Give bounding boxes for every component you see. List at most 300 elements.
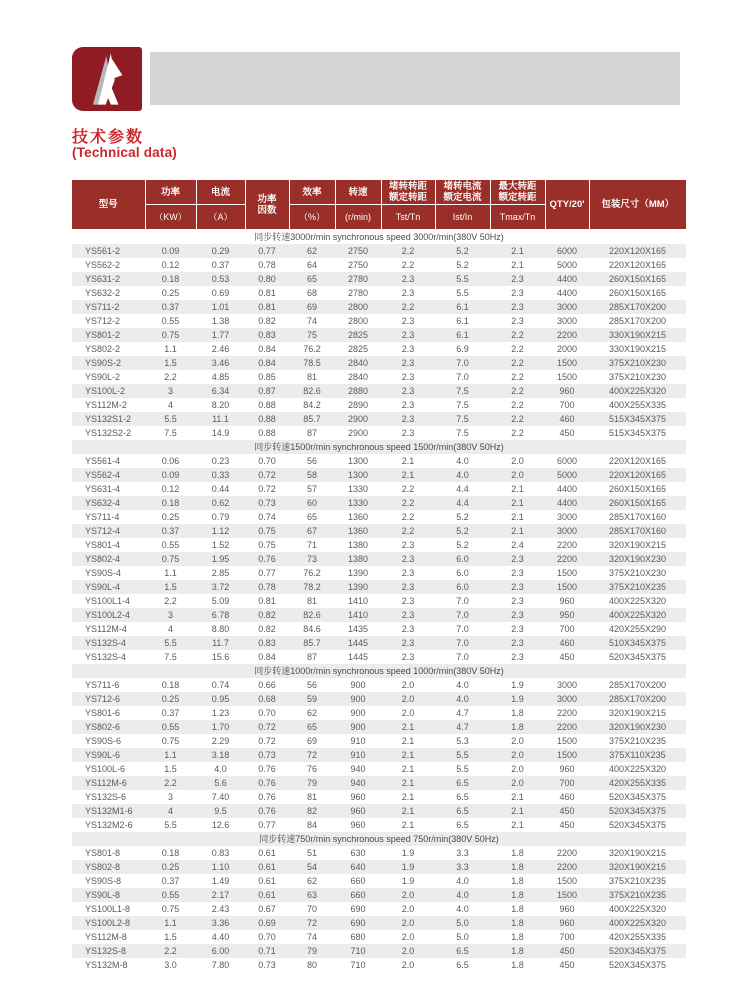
- model-cell: YS132M1-6: [85, 806, 133, 816]
- table-row: [72, 930, 686, 944]
- col-subheader-percent: （%）: [289, 205, 335, 230]
- value-cell: 320X190X230: [608, 722, 667, 732]
- table-row: [72, 804, 686, 818]
- value-cell: 4.4: [456, 498, 469, 508]
- table-row: [72, 454, 686, 468]
- value-cell: 0.77: [258, 246, 276, 256]
- value-cell: 0.76: [258, 792, 276, 802]
- value-cell: 82: [306, 806, 317, 816]
- value-cell: 5.2: [456, 260, 469, 270]
- value-cell: 320X190X215: [608, 708, 667, 718]
- model-cell: YS90L-2: [85, 372, 121, 382]
- value-cell: 1360: [347, 512, 369, 522]
- value-cell: 0.76: [258, 764, 276, 774]
- value-cell: 7.0: [456, 638, 469, 648]
- value-cell: 6.5: [456, 946, 469, 956]
- value-cell: 2.3: [401, 652, 415, 662]
- value-cell: 65: [306, 722, 317, 732]
- value-cell: 2.2: [401, 526, 415, 536]
- value-cell: 4.85: [211, 372, 230, 382]
- value-cell: 79: [306, 946, 317, 956]
- value-cell: 2.3: [511, 582, 524, 592]
- value-cell: 4.0: [456, 890, 469, 900]
- value-cell: 1500: [556, 876, 578, 886]
- value-cell: 62: [306, 876, 317, 886]
- value-cell: 6.1: [456, 316, 469, 326]
- col-header-speed: 转速: [335, 180, 381, 205]
- value-cell: 6.1: [456, 330, 469, 340]
- value-cell: 74: [306, 316, 317, 326]
- value-cell: 2.3: [401, 554, 415, 564]
- value-cell: 5.3: [456, 736, 469, 746]
- value-cell: 2.0: [401, 960, 415, 970]
- value-cell: 0.80: [258, 274, 276, 284]
- value-cell: 2.3: [401, 372, 415, 382]
- table-row: [72, 510, 686, 524]
- value-cell: 330X190X215: [608, 330, 667, 340]
- value-cell: 84: [306, 820, 317, 830]
- value-cell: 700: [559, 624, 575, 634]
- value-cell: 2.3: [401, 330, 415, 340]
- value-cell: 0.95: [211, 694, 230, 704]
- value-cell: 75: [306, 330, 317, 340]
- section-header-row: [72, 440, 686, 454]
- value-cell: 5.6: [214, 778, 227, 788]
- value-cell: 900: [350, 680, 366, 690]
- value-cell: 940: [350, 764, 366, 774]
- value-cell: 6.5: [456, 960, 469, 970]
- value-cell: 0.66: [258, 680, 276, 690]
- value-cell: 960: [350, 820, 366, 830]
- col-header-qty: QTY/20': [545, 180, 589, 230]
- value-cell: 2200: [556, 862, 578, 872]
- value-cell: 220X120X165: [608, 470, 667, 480]
- value-cell: 64: [306, 260, 317, 270]
- value-cell: 0.76: [258, 806, 276, 816]
- value-cell: 59: [306, 694, 317, 704]
- col-header-max-torque-ratio: 最大转距 额定转距: [490, 180, 545, 205]
- company-logo-bolt-r-icon: [72, 47, 142, 111]
- value-cell: 510X345X375: [608, 638, 667, 648]
- value-cell: 0.82: [258, 316, 276, 326]
- model-cell: YS100L2-4: [85, 610, 131, 620]
- value-cell: 79: [306, 778, 317, 788]
- value-cell: 1.1: [164, 344, 177, 354]
- value-cell: 0.78: [258, 260, 276, 270]
- value-cell: 3000: [556, 302, 578, 312]
- value-cell: 3.0: [164, 960, 177, 970]
- model-cell: YS711-4: [85, 512, 120, 522]
- value-cell: 5.2: [456, 512, 469, 522]
- value-cell: 2.3: [511, 638, 524, 648]
- value-cell: 85.7: [303, 414, 321, 424]
- value-cell: 62: [306, 246, 317, 256]
- value-cell: 2.3: [401, 568, 415, 578]
- value-cell: 1500: [556, 372, 578, 382]
- value-cell: 0.78: [258, 582, 276, 592]
- value-cell: 65: [306, 512, 317, 522]
- value-cell: 1380: [347, 540, 369, 550]
- value-cell: 7.0: [456, 596, 469, 606]
- col-subheader-a: （A）: [196, 205, 245, 230]
- value-cell: 0.25: [161, 512, 180, 522]
- value-cell: 1360: [347, 526, 369, 536]
- table-row: [72, 622, 686, 636]
- value-cell: 2.2: [401, 484, 415, 494]
- table-row: [72, 524, 686, 538]
- value-cell: 2200: [556, 330, 578, 340]
- section-title: 同步转速750r/min synchronous speed 750r/min(380V 50Hz): [259, 834, 499, 844]
- value-cell: 2200: [556, 554, 578, 564]
- value-cell: 260X150X165: [608, 274, 667, 284]
- value-cell: 1445: [347, 652, 369, 662]
- value-cell: 3000: [556, 694, 578, 704]
- value-cell: 2.0: [401, 904, 415, 914]
- col-header-model: 型号: [72, 180, 145, 230]
- value-cell: 0.83: [211, 848, 230, 858]
- value-cell: 2.2: [511, 428, 524, 438]
- value-cell: 1.9: [401, 862, 415, 872]
- table-row: [72, 426, 686, 440]
- value-cell: 7.5: [456, 400, 469, 410]
- value-cell: 2800: [347, 302, 369, 312]
- value-cell: 1.95: [211, 554, 230, 564]
- value-cell: 14.9: [211, 428, 230, 438]
- table-row: [72, 692, 686, 706]
- value-cell: 5.5: [164, 820, 177, 830]
- model-cell: YS112M-6: [85, 778, 127, 788]
- value-cell: 515X345X375: [608, 428, 667, 438]
- value-cell: 7.5: [456, 414, 469, 424]
- value-cell: 220X120X165: [608, 456, 667, 466]
- value-cell: 1.8: [511, 848, 524, 858]
- value-cell: 450: [559, 946, 575, 956]
- value-cell: 5.0: [456, 932, 469, 942]
- value-cell: 2.0: [511, 736, 524, 746]
- model-cell: YS100L1-8: [85, 904, 131, 914]
- model-cell: YS561-4: [85, 456, 121, 466]
- value-cell: 2.3: [511, 652, 524, 662]
- value-cell: 1.9: [401, 876, 415, 886]
- value-cell: 0.37: [161, 876, 180, 886]
- value-cell: 0.83: [258, 638, 276, 648]
- value-cell: 2900: [347, 414, 369, 424]
- section-header-row: [72, 832, 686, 846]
- value-cell: 420X255X290: [608, 624, 667, 634]
- value-cell: 960: [350, 792, 366, 802]
- value-cell: 6.34: [211, 386, 230, 396]
- value-cell: 0.18: [161, 848, 180, 858]
- value-cell: 3: [167, 610, 173, 620]
- value-cell: 285X170X160: [608, 526, 667, 536]
- table-row: [72, 916, 686, 930]
- model-cell: YS100L-2: [85, 386, 126, 396]
- value-cell: 1.38: [211, 316, 230, 326]
- value-cell: 710: [350, 960, 366, 970]
- value-cell: 0.12: [161, 260, 180, 270]
- value-cell: 2.46: [211, 344, 230, 354]
- value-cell: 320X190X215: [608, 848, 667, 858]
- value-cell: 285X170X200: [608, 302, 667, 312]
- value-cell: 1.5: [164, 764, 177, 774]
- value-cell: 400X225X320: [608, 610, 667, 620]
- value-cell: 0.61: [258, 890, 276, 900]
- table-row: [72, 706, 686, 720]
- value-cell: 690: [350, 918, 366, 928]
- value-cell: 0.73: [258, 750, 276, 760]
- value-cell: 84.6: [303, 624, 321, 634]
- value-cell: 6000: [556, 456, 578, 466]
- table-row: [72, 734, 686, 748]
- col-subheader-tmax-tn: Tmax/Tn: [490, 205, 545, 230]
- value-cell: 0.68: [258, 694, 276, 704]
- value-cell: 81: [306, 596, 317, 606]
- value-cell: 900: [350, 708, 366, 718]
- value-cell: 0.29: [211, 246, 230, 256]
- value-cell: 1.70: [211, 722, 230, 732]
- value-cell: 5.2: [456, 526, 469, 536]
- value-cell: 81: [306, 372, 317, 382]
- value-cell: 2.3: [511, 624, 524, 634]
- value-cell: 6.9: [456, 344, 469, 354]
- table-row: [72, 846, 686, 860]
- value-cell: 8.80: [211, 624, 230, 634]
- value-cell: 2.3: [401, 582, 415, 592]
- table-row: [72, 384, 686, 398]
- value-cell: 2.2: [164, 778, 177, 788]
- value-cell: 5000: [556, 470, 578, 480]
- table-row: [72, 818, 686, 832]
- value-cell: 660: [350, 876, 366, 886]
- table-row: [72, 776, 686, 790]
- value-cell: 0.55: [161, 722, 180, 732]
- model-cell: YS561-2: [85, 246, 121, 256]
- model-cell: YS132M-8: [85, 960, 128, 970]
- value-cell: 0.75: [161, 554, 180, 564]
- value-cell: 2.17: [211, 890, 230, 900]
- value-cell: 65: [306, 274, 317, 284]
- value-cell: 0.18: [161, 680, 180, 690]
- value-cell: 1380: [347, 554, 369, 564]
- model-cell: YS112M-4: [85, 624, 127, 634]
- value-cell: 285X170X200: [608, 694, 667, 704]
- value-cell: 0.25: [161, 288, 180, 298]
- table-row: [72, 608, 686, 622]
- value-cell: 690: [350, 904, 366, 914]
- value-cell: 51: [306, 848, 317, 858]
- table-row: [72, 636, 686, 650]
- value-cell: 5.5: [164, 638, 177, 648]
- value-cell: 710: [350, 946, 366, 956]
- value-cell: 6000: [556, 246, 578, 256]
- value-cell: 0.44: [211, 484, 230, 494]
- value-cell: 2.0: [511, 778, 524, 788]
- value-cell: 2900: [347, 428, 369, 438]
- value-cell: 2200: [556, 848, 578, 858]
- value-cell: 4.0: [456, 680, 469, 690]
- value-cell: 4.0: [214, 764, 227, 774]
- value-cell: 2.2: [401, 260, 415, 270]
- value-cell: 0.18: [161, 498, 180, 508]
- model-cell: YS802-6: [85, 722, 121, 732]
- section-title: 同步转速3000r/min synchronous speed 3000r/min(380V 50Hz): [254, 232, 504, 242]
- page-title-zh: 技术参数: [72, 129, 145, 146]
- value-cell: 2.3: [401, 386, 415, 396]
- value-cell: 2840: [347, 358, 369, 368]
- value-cell: 910: [350, 750, 366, 760]
- value-cell: 1.8: [511, 876, 524, 886]
- value-cell: 960: [559, 386, 575, 396]
- model-cell: YS100L1-4: [85, 596, 131, 606]
- value-cell: 2.0: [401, 932, 415, 942]
- value-cell: 1.9: [511, 694, 524, 704]
- value-cell: 9.5: [214, 806, 227, 816]
- table-row: [72, 888, 686, 902]
- table-row: [72, 342, 686, 356]
- value-cell: 1.52: [211, 540, 230, 550]
- value-cell: 1500: [556, 736, 578, 746]
- col-header-efficiency: 效率: [289, 180, 335, 205]
- value-cell: 375X210X235: [608, 582, 667, 592]
- value-cell: 2.4: [511, 540, 524, 550]
- value-cell: 0.77: [258, 568, 276, 578]
- model-cell: YS112M-8: [85, 932, 127, 942]
- model-cell: YS132S-4: [85, 638, 127, 648]
- value-cell: 400X255X335: [608, 400, 667, 410]
- table-row: [72, 874, 686, 888]
- col-header-locked-current-ratio: 堵转电流 额定电流: [435, 180, 490, 205]
- value-cell: 520X345X375: [608, 806, 667, 816]
- value-cell: 375X210X230: [608, 358, 667, 368]
- model-cell: YS132M2-6: [85, 820, 133, 830]
- value-cell: 2.3: [401, 316, 415, 326]
- model-cell: YS90S-2: [85, 358, 122, 368]
- value-cell: 2.3: [511, 554, 524, 564]
- table-row: [72, 762, 686, 776]
- value-cell: 81: [306, 792, 317, 802]
- value-cell: 0.82: [258, 610, 276, 620]
- value-cell: 2.0: [401, 708, 415, 718]
- value-cell: 2.0: [401, 890, 415, 900]
- value-cell: 0.84: [258, 344, 276, 354]
- value-cell: 2825: [347, 344, 369, 354]
- value-cell: 2.3: [511, 568, 524, 578]
- value-cell: 1.8: [511, 904, 524, 914]
- value-cell: 7.80: [211, 960, 230, 970]
- value-cell: 2.3: [401, 344, 415, 354]
- value-cell: 450: [559, 428, 575, 438]
- value-cell: 1390: [347, 582, 369, 592]
- col-subheader-tst-tn: Tst/Tn: [381, 205, 435, 230]
- value-cell: 1300: [347, 470, 369, 480]
- value-cell: 1.8: [511, 708, 524, 718]
- value-cell: 2.2: [511, 344, 524, 354]
- value-cell: 2.3: [401, 624, 415, 634]
- model-cell: YS711-6: [85, 680, 120, 690]
- value-cell: 0.73: [258, 960, 276, 970]
- value-cell: 0.37: [211, 260, 230, 270]
- value-cell: 520X345X375: [608, 652, 667, 662]
- value-cell: 1.9: [401, 848, 415, 858]
- model-cell: YS132S-6: [85, 792, 127, 802]
- value-cell: 960: [559, 918, 575, 928]
- value-cell: 84.2: [303, 400, 321, 410]
- value-cell: 56: [306, 456, 317, 466]
- value-cell: 2.3: [511, 288, 524, 298]
- value-cell: 2.1: [511, 792, 524, 802]
- value-cell: 2200: [556, 722, 578, 732]
- value-cell: 74: [306, 932, 317, 942]
- value-cell: 1.1: [164, 568, 177, 578]
- value-cell: 5.2: [456, 246, 469, 256]
- value-cell: 2200: [556, 540, 578, 550]
- value-cell: 0.82: [258, 624, 276, 634]
- model-cell: YS132S-4: [85, 652, 127, 662]
- value-cell: 450: [559, 960, 575, 970]
- value-cell: 2.1: [511, 512, 524, 522]
- value-cell: 2.2: [511, 358, 524, 368]
- value-cell: 680: [350, 932, 366, 942]
- value-cell: 2.2: [401, 302, 415, 312]
- col-subheader-ist-in: Ist/In: [435, 205, 490, 230]
- value-cell: 0.72: [258, 722, 276, 732]
- page-title-en: (Technical data): [72, 145, 177, 160]
- value-cell: 78.5: [303, 358, 321, 368]
- model-cell: YS562-2: [85, 260, 121, 270]
- value-cell: 15.6: [211, 652, 230, 662]
- value-cell: 2.1: [401, 750, 415, 760]
- table-row: [72, 468, 686, 482]
- value-cell: 2750: [347, 260, 369, 270]
- value-cell: 1500: [556, 358, 578, 368]
- value-cell: 3.18: [211, 750, 230, 760]
- value-cell: 0.74: [211, 680, 230, 690]
- value-cell: 4400: [556, 288, 578, 298]
- value-cell: 1.8: [511, 890, 524, 900]
- model-cell: YS801-4: [85, 540, 121, 550]
- value-cell: 2750: [347, 246, 369, 256]
- table-header: [72, 180, 686, 230]
- value-cell: 6.78: [211, 610, 230, 620]
- value-cell: 2.1: [401, 456, 415, 466]
- value-cell: 2825: [347, 330, 369, 340]
- value-cell: 0.61: [258, 862, 276, 872]
- model-cell: YS632-2: [85, 288, 121, 298]
- value-cell: 2.3: [511, 316, 524, 326]
- table-row: [72, 650, 686, 664]
- value-cell: 0.72: [258, 736, 276, 746]
- value-cell: 450: [559, 820, 575, 830]
- value-cell: 0.88: [258, 428, 276, 438]
- value-cell: 640: [350, 862, 366, 872]
- value-cell: 12.6: [211, 820, 230, 830]
- value-cell: 260X150X165: [608, 484, 667, 494]
- value-cell: 420X255X335: [608, 778, 667, 788]
- model-cell: YS90S-4: [85, 568, 122, 578]
- table-row: [72, 286, 686, 300]
- value-cell: 2.2: [511, 330, 524, 340]
- model-cell: YS801-6: [85, 708, 121, 718]
- value-cell: 460: [559, 638, 575, 648]
- value-cell: 6.5: [456, 806, 469, 816]
- value-cell: 400X225X320: [608, 918, 667, 928]
- value-cell: 1.8: [511, 946, 524, 956]
- value-cell: 4.7: [456, 722, 469, 732]
- value-cell: 375X110X235: [609, 750, 666, 760]
- value-cell: 0.25: [161, 694, 180, 704]
- value-cell: 76.2: [303, 568, 321, 578]
- value-cell: 2.2: [511, 400, 524, 410]
